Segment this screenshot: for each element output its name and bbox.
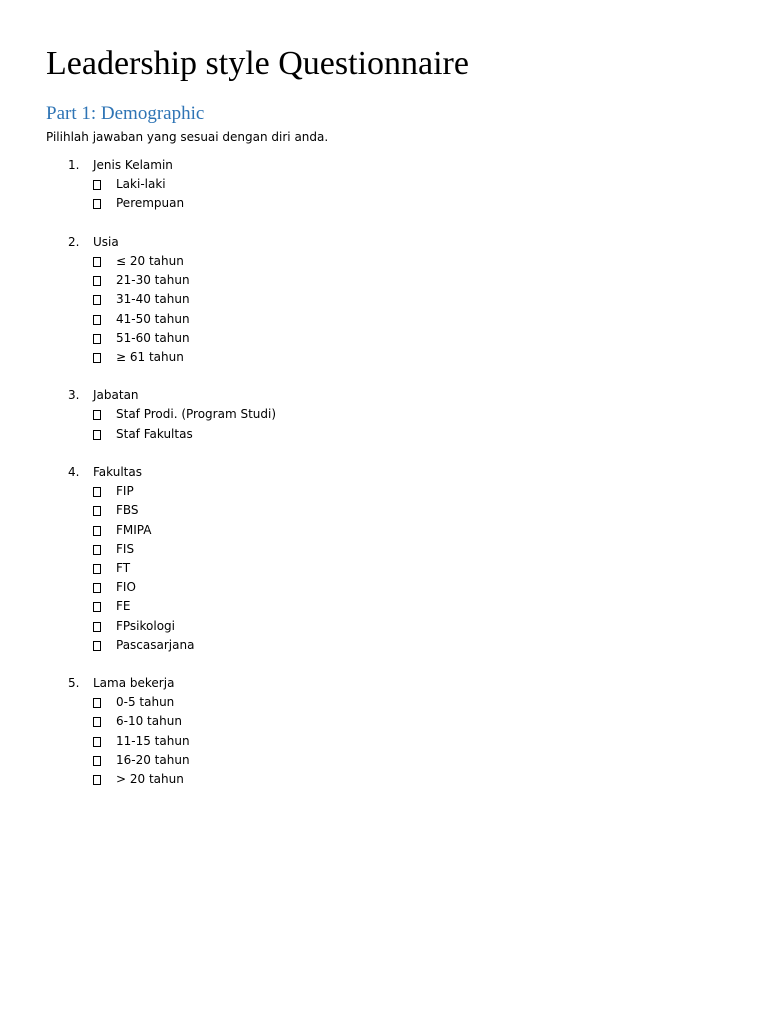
answer-option[interactable] (0, 252, 768, 271)
checkbox-icon[interactable] (93, 698, 101, 708)
instruction-text: Pilihlah jawaban yang sesuai dengan diri anda. (46, 130, 329, 144)
option-label: 21-30 tahun (116, 273, 190, 288)
checkbox-icon[interactable] (93, 276, 101, 286)
question-line (0, 233, 768, 252)
option-label: > 20 tahun (116, 772, 184, 786)
option-label: Laki-laki (116, 177, 166, 192)
option-label: 31-40 tahun (116, 292, 190, 307)
answer-option[interactable] (0, 540, 768, 559)
answer-option[interactable] (0, 693, 768, 712)
checkbox-icon[interactable] (93, 315, 101, 325)
question-block (0, 674, 768, 789)
option-label: FIS (116, 541, 135, 556)
checkbox-icon[interactable] (93, 622, 101, 632)
option-label: 51-60 tahun (116, 330, 190, 345)
checkbox-icon[interactable] (93, 487, 101, 497)
option-label: 16-20 tahun (116, 752, 190, 767)
answer-option[interactable] (0, 597, 768, 616)
checkbox-icon[interactable] (93, 775, 101, 785)
question-line (0, 463, 768, 482)
option-label: FT (116, 560, 131, 575)
question-line (0, 156, 768, 175)
answer-option[interactable] (0, 712, 768, 731)
question-number: 2. (68, 234, 80, 249)
checkbox-icon[interactable] (93, 756, 101, 766)
answer-option[interactable] (0, 348, 768, 367)
option-label: 41-50 tahun (116, 311, 190, 326)
question-label: Jabatan (93, 388, 139, 403)
question-number: 1. (68, 158, 80, 172)
checkbox-icon[interactable] (93, 545, 101, 555)
answer-option[interactable] (0, 521, 768, 540)
answer-option[interactable] (0, 310, 768, 329)
page-title: Leadership style Questionnaire (46, 45, 469, 82)
checkbox-icon[interactable] (93, 257, 101, 267)
question-number: 3. (68, 388, 80, 403)
answer-option[interactable] (0, 770, 768, 789)
answer-option[interactable] (0, 636, 768, 655)
option-label: FMIPA (116, 522, 152, 537)
answer-option[interactable] (0, 194, 768, 213)
checkbox-icon[interactable] (93, 602, 101, 612)
checkbox-icon[interactable] (93, 295, 101, 305)
option-label: 0-5 tahun (116, 695, 175, 710)
question-line (0, 386, 768, 405)
question-block (0, 156, 768, 214)
checkbox-icon[interactable] (93, 199, 101, 209)
checkbox-icon[interactable] (93, 583, 101, 593)
checkbox-icon[interactable] (93, 641, 101, 651)
question-block (0, 386, 768, 444)
answer-option[interactable] (0, 290, 768, 309)
answer-option[interactable] (0, 425, 768, 444)
question-number: 5. (68, 676, 80, 691)
answer-option[interactable] (0, 578, 768, 597)
option-label: FIP (116, 484, 134, 499)
answer-option[interactable] (0, 175, 768, 194)
question-block (0, 463, 768, 655)
option-label: FIO (116, 580, 136, 595)
checkbox-icon[interactable] (93, 430, 101, 440)
checkbox-icon[interactable] (93, 506, 101, 516)
answer-option[interactable] (0, 617, 768, 636)
question-label: Lama bekerja (93, 676, 175, 691)
answer-option[interactable] (0, 482, 768, 501)
question-list (0, 156, 768, 808)
option-label: Staf Fakultas (116, 426, 193, 441)
question-line (0, 674, 768, 693)
question-label: Jenis Kelamin (93, 158, 173, 172)
answer-option[interactable] (0, 329, 768, 348)
option-label: ≥ 61 tahun (116, 349, 184, 364)
checkbox-icon[interactable] (93, 410, 101, 420)
answer-option[interactable] (0, 501, 768, 520)
question-label: Fakultas (93, 465, 142, 479)
option-label: FBS (116, 503, 139, 518)
section-heading: Part 1: Demographic (46, 103, 205, 124)
question-number: 4. (68, 465, 80, 479)
option-label: FPsikologi (116, 618, 176, 633)
checkbox-icon[interactable] (93, 334, 101, 344)
checkbox-icon[interactable] (93, 353, 101, 363)
checkbox-icon[interactable] (93, 717, 101, 727)
checkbox-icon[interactable] (93, 180, 101, 190)
answer-option[interactable] (0, 732, 768, 751)
checkbox-icon[interactable] (93, 737, 101, 747)
option-label: Pascasarjana (116, 637, 195, 652)
answer-option[interactable] (0, 559, 768, 578)
option-label: Perempuan (116, 196, 185, 211)
answer-option[interactable] (0, 271, 768, 290)
answer-option[interactable] (0, 751, 768, 770)
option-label: Staf Prodi. (Program Studi) (116, 407, 277, 422)
checkbox-icon[interactable] (93, 564, 101, 574)
answer-option[interactable] (0, 405, 768, 424)
option-label: FE (116, 599, 131, 614)
question-label: Usia (93, 234, 119, 249)
option-label: ≤ 20 tahun (116, 253, 184, 268)
checkbox-icon[interactable] (93, 526, 101, 536)
option-label: 11-15 tahun (116, 733, 190, 748)
question-block (0, 233, 768, 367)
option-label: 6-10 tahun (116, 714, 182, 729)
